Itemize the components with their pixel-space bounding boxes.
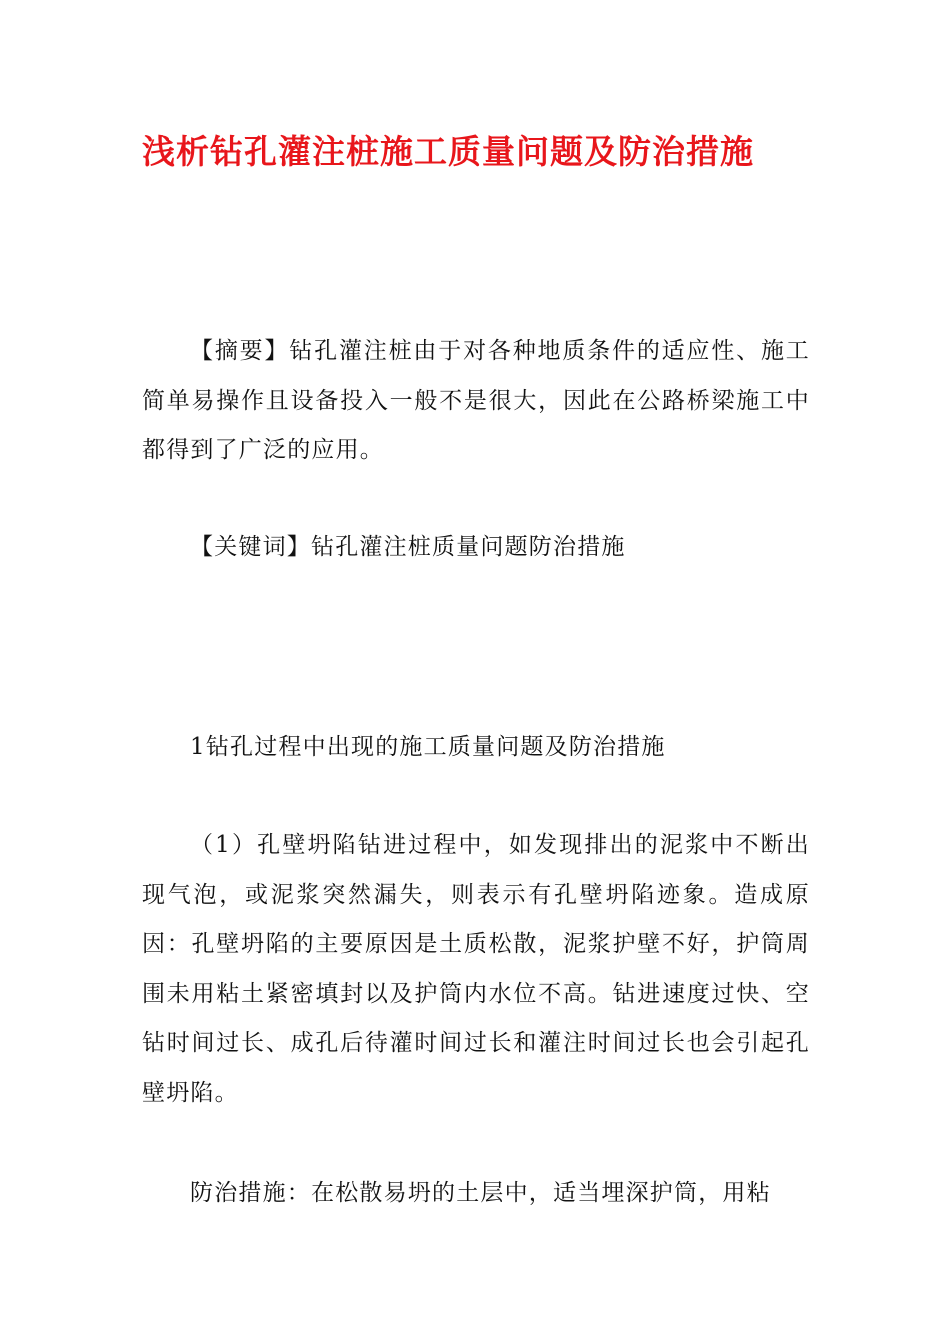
body-paragraph: 防治措施：在松散易坍的土层中，适当埋深护筒，用粘	[190, 1180, 771, 1206]
section-heading: 1钻孔过程中出现的施工质量问题及防治措施	[190, 734, 666, 760]
keywords-paragraph: 【关键词】钻孔灌注桩质量问题防治措施	[190, 534, 626, 560]
body-paragraph: （1）孔壁坍陷钻进过程中，如发现排出的泥浆中不断出现气泡，或泥浆突然漏失，则表示有孔壁坍陷迹象。造成原因：孔壁坍陷的主要原因是土质松散，泥浆护壁不好，护筒周围未用粘土紧密填封以及护筒内水位不高。钻进速度过快、空钻时间过长、成孔后待灌时间过长和灌注时间过长也会引起孔壁坍陷。	[142, 832, 810, 1106]
document-title: 浅析钻孔灌注桩施工质量问题及防治措施	[142, 132, 754, 171]
abstract-paragraph: 【摘要】钻孔灌注桩由于对各种地质条件的适应性、施工简单易操作且设备投入一般不是很大，因此在公路桥梁施工中都得到了广泛的应用。	[142, 338, 810, 463]
